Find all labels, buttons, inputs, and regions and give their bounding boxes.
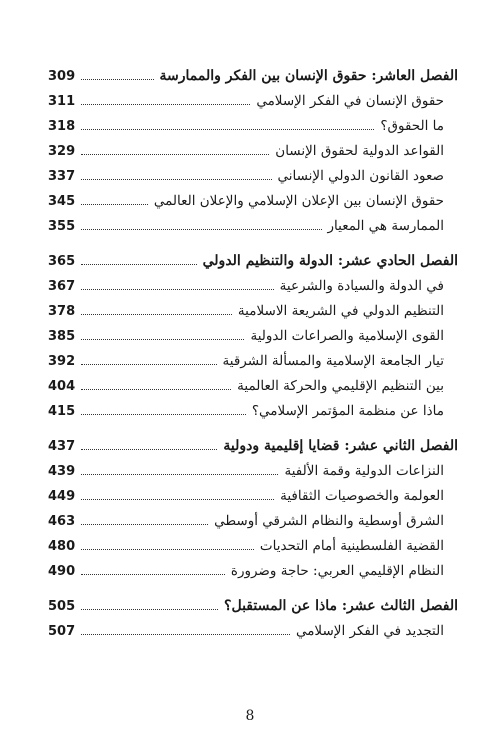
page-number-ref: 480	[48, 539, 76, 554]
page-number-ref: 449	[48, 489, 76, 504]
toc-entry-row	[48, 83, 458, 108]
chapter-title: الفصل العاشر: حقوق الإنسان بين الفكر والممارسة	[159, 68, 458, 84]
dot-leader	[81, 449, 217, 450]
dot-leader	[81, 104, 250, 105]
toc-chapter-row	[48, 243, 458, 268]
page-number-ref: 365	[48, 254, 76, 269]
toc-entry-row	[48, 453, 458, 478]
page-number-ref: 439	[48, 464, 76, 479]
dot-leader	[81, 314, 232, 315]
toc-entry-row	[48, 368, 458, 393]
page-number-ref: 311	[48, 94, 76, 109]
page-number-ref: 437	[48, 439, 76, 454]
dot-leader	[81, 204, 148, 205]
dot-leader	[81, 179, 271, 180]
page-number-ref: 404	[48, 379, 76, 394]
page-number-ref: 309	[48, 69, 76, 84]
page-number-ref: 329	[48, 144, 76, 159]
page-number-ref: 505	[48, 599, 76, 614]
page-number-ref: 355	[48, 219, 76, 234]
table-of-contents	[48, 58, 458, 638]
entry-title: ما الحقوق؟	[380, 117, 444, 134]
entry-title: ماذا عن منظمة المؤتمر الإسلامي؟	[251, 402, 444, 419]
toc-entry-row	[48, 183, 458, 208]
page-number-ref: 463	[48, 514, 76, 529]
entry-title: القواعد الدولية لحقوق الإنسان	[275, 142, 444, 159]
toc-entry-row	[48, 318, 458, 343]
dot-leader	[81, 474, 278, 475]
entry-title: العولمة والخصوصيات الثقافية	[280, 487, 444, 504]
toc-entry-row	[48, 158, 458, 183]
entry-title: النظام الإقليمي العربي: حاجة وضرورة	[230, 562, 444, 579]
toc-entry-row	[48, 133, 458, 158]
dot-leader	[81, 264, 196, 265]
entry-title: في الدولة والسيادة والشرعية	[279, 277, 444, 294]
dot-leader	[81, 229, 321, 230]
page-number-ref: 367	[48, 279, 76, 294]
dot-leader	[81, 574, 225, 575]
dot-leader	[81, 634, 290, 635]
toc-entry-row	[48, 503, 458, 528]
entry-title: الممارسة هي المعيار	[327, 217, 444, 234]
chapter-title: الفصل الثاني عشر: قضايا إقليمية ودولية	[223, 438, 458, 454]
dot-leader	[81, 524, 208, 525]
toc-entry-row	[48, 208, 458, 233]
page-number-ref: 337	[48, 169, 76, 184]
dot-leader	[81, 389, 231, 390]
chapter-title: الفصل الثالث عشر: ماذا عن المستقبل؟	[224, 598, 458, 614]
page-number-ref: 378	[48, 304, 76, 319]
dot-leader	[81, 414, 246, 415]
dot-leader	[81, 499, 274, 500]
entry-title: القوى الإسلامية والصراعات الدولية	[250, 327, 444, 344]
dot-leader	[81, 364, 216, 365]
page-number: 8	[245, 708, 255, 724]
entry-title: الشرق أوسطية والنظام الشرقي أوسطي	[214, 512, 444, 529]
entry-title: القضية الفلسطينية أمام التحديات	[259, 537, 444, 554]
page-number-ref: 507	[48, 624, 76, 639]
page-number-ref: 415	[48, 404, 76, 419]
entry-title: بين التنظيم الإقليمي والحركة العالمية	[237, 377, 444, 394]
page-number-ref: 318	[48, 119, 76, 134]
page-number-ref: 385	[48, 329, 76, 344]
dot-leader	[81, 549, 254, 550]
toc-entry-row	[48, 613, 458, 638]
toc-entry-row	[48, 478, 458, 503]
entry-title: حقوق الإنسان بين الإعلان الإسلامي والإعلان العالمي	[153, 192, 444, 209]
toc-entry-row	[48, 268, 458, 293]
entry-title: النزاعات الدولية وقمة الألفية	[284, 462, 444, 479]
toc-entry-row	[48, 393, 458, 418]
dot-leader	[81, 339, 244, 340]
entry-title: التنظيم الدولي في الشريعة الاسلامية	[237, 302, 444, 319]
page-number-ref: 490	[48, 564, 76, 579]
entry-title: حقوق الإنسان في الفكر الإسلامي	[256, 92, 444, 109]
dot-leader	[81, 154, 269, 155]
entry-title: تيار الجامعة الإسلامية والمسألة الشرقية	[222, 352, 444, 369]
toc-entry-row	[48, 528, 458, 553]
toc-chapter-row	[48, 428, 458, 453]
page-number-ref: 345	[48, 194, 76, 209]
toc-entry-row	[48, 293, 458, 318]
chapter-title: الفصل الحادي عشر: الدولة والتنظيم الدولي	[202, 253, 458, 269]
toc-entry-row	[48, 343, 458, 368]
dot-leader	[81, 79, 153, 80]
entry-title: صعود القانون الدولي الإنساني	[277, 167, 444, 184]
dot-leader	[81, 129, 374, 130]
page-number-ref: 392	[48, 354, 76, 369]
entry-title: التجديد في الفكر الإسلامي	[295, 622, 444, 639]
toc-chapter-row	[48, 588, 458, 613]
dot-leader	[81, 609, 218, 610]
toc-chapter-row	[48, 58, 458, 83]
toc-entry-row	[48, 108, 458, 133]
toc-entry-row	[48, 553, 458, 578]
dot-leader	[81, 289, 274, 290]
